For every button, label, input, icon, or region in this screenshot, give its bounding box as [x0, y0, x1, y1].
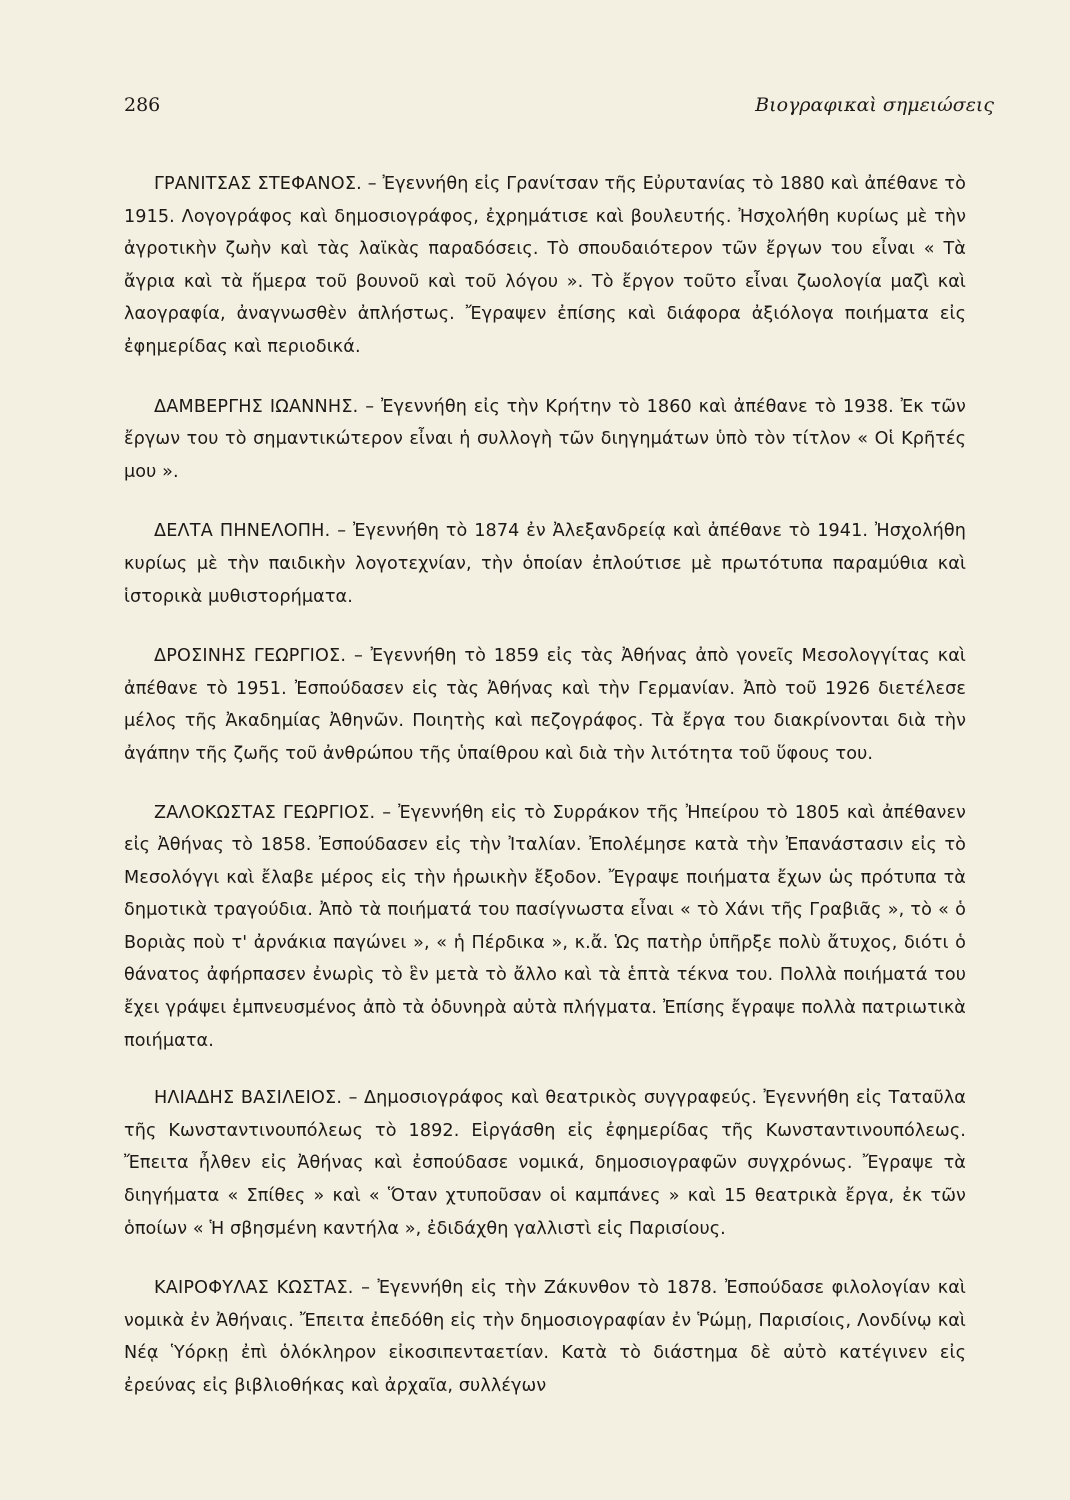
entry-name: ΓΡΑΝΙΤΣΑΣ ΣΤΕΦΑΝΟΣ. — [154, 174, 362, 194]
entry-granitsas — [124, 168, 966, 364]
entry-separator: – — [361, 1278, 370, 1299]
entry-name: ΚΑΙΡΟΦΥΛΑΣ ΚΩΣΤΑΣ. — [154, 1278, 354, 1299]
entry-name: ΗΛΙΑΔΗΣ ΒΑΣΙΛΕΙΟΣ. — [154, 1088, 343, 1109]
running-title: Βιογραφικαὶ σημειώσεις — [755, 94, 994, 116]
entry-zalokostas — [124, 797, 966, 1058]
entry-damvergis — [124, 391, 966, 489]
entry-text: Ἐγεννήθη εἰς τὸ Συρράκον τῆς Ἠπείρου τὸ 1805 καὶ ἀπέθανεν εἰς Ἀθήνας τὸ 1858. Ἐσπούδασεν εἰς τὴν Ἰταλίαν. Ἐπολέμησε κατὰ τὴν Ἐπανάστασιν εἰς τὸ Μεσολόγγι καὶ ἔλαβε μέρος εἰς τὴν ἡρωικὴν ἔξοδον. Ἔγραψε ποιήματα ἔχων ὡς πρότυπα τὰ δημοτικὰ τραγούδια. Ἀπὸ τὰ ποιήματά του πασίγνωστα εἶναι « τὸ Χάνι τῆς Γραβιᾶς », τὸ « ὁ Βοριὰς ποὺ τ' ἀρνάκια παγώνει », « ἡ Πέρδικα », κ.ἄ. Ὡς πατὴρ ὑπῆρξε πολὺ ἄτυχος, διότι ὁ θάνατος ἀφήρπασεν ἐνωρὶς τὸ ἓν μετὰ τὸ ἄλλο καὶ τὰ ἑπτὰ τέκνα του. Πολλὰ ποιήματά του ἔχει γράψει ἐμπνευσμένος ἀπὸ τὰ ὀδυνηρὰ αὐτὰ πλήγματα. Ἐπίσης ἔγραψε πολλὰ πατριωτικὰ ποιήματα. — [124, 802, 966, 1051]
entry-kairofylas — [124, 1272, 966, 1402]
entry-name: ΔΑΜΒΕΡΓΗΣ ΙΩΑΝΝΗΣ. — [154, 396, 359, 417]
entry-text: Ἐγεννήθη τὸ 1874 ἐν Ἀλεξανδρείᾳ καὶ ἀπέθανε τὸ 1941. Ἠσχολήθη κυρίως μὲ τὴν παιδικὴν λογοτεχνίαν, τὴν ὁποίαν ἐπλούτισε μὲ πρωτότυπα παραμύθια καὶ ἱστορικὰ μυθιστορήματα. — [124, 521, 966, 607]
entry-name: ΔΡΟΣΙΝΗΣ ΓΕΩΡΓΙΟΣ. — [154, 646, 347, 667]
entry-text: Δημοσιογράφος καὶ θεατρικὸς συγγραφεύς. Ἐγεννήθη εἰς Ταταῦλα τῆς Κωνσταντινουπόλεως τὸ 1892. Εἰργάσθη εἰς ἐφημερίδας τῆς Κωνσταντινουπόλεως. Ἔπειτα ἦλθεν εἰς Ἀθήνας καὶ ἐσπούδασε νομικά, δημοσιογραφῶν συγχρόνως. Ἔγραψε τὰ διηγήματα « Σπίθες » καὶ « Ὅταν χτυποῦσαν οἱ καμπάνες » καὶ 15 θεατρικὰ ἔργα, ἐκ τῶν ὁποίων « Ἡ σβησμένη καντήλα », ἐδιδάχθη γαλλιστὶ εἰς Παρισίους. — [124, 1088, 966, 1239]
biographical-entries — [124, 168, 966, 1430]
page-number: 286 — [124, 94, 161, 116]
entry-delta — [124, 515, 966, 613]
entry-text: Ἐγεννήθη εἰς τὴν Ζάκυνθον τὸ 1878. Ἐσπούδασε φιλολογίαν καὶ νομικὰ ἐν Ἀθήναις. Ἔπειτα ἐπεδόθη εἰς τὴν δημοσιογραφίαν ἐν Ῥώμῃ, Παρισίοις, Λονδίνῳ καὶ Νέᾳ Ὑόρκῃ ἐπὶ ὁλόκληρον εἰκοσιπενταετίαν. Κατὰ τὸ διάστημα δὲ αὐτὸ κατέγινεν εἰς ἐρεύνας εἰς βιβλιοθήκας καὶ ἀρχαῖα, συλλέγων — [124, 1278, 966, 1396]
entry-name: ΔΕΛΤΑ ΠΗΝΕΛΟΠΗ. — [154, 521, 331, 542]
entry-separator: – — [367, 174, 377, 194]
entry-name: ΖΑΛΟΚΩΣΤΑΣ ΓΕΩΡΓΙΟΣ. — [154, 802, 376, 823]
page-header — [124, 94, 994, 124]
entry-separator: – — [365, 396, 375, 417]
entry-text: Ἐγεννήθη τὸ 1859 εἰς τὰς Ἀθήνας ἀπὸ γονεῖς Μεσολογγίτας καὶ ἀπέθανε τὸ 1951. Ἐσπούδασεν εἰς τὰς Ἀθήνας καὶ τὴν Γερμανίαν. Ἀπὸ τοῦ 1926 διετέλεσε μέλος τῆς Ἀκαδημίας Ἀθηνῶν. Ποιητὴς καὶ πεζογράφος. Τὰ ἔργα του διακρίνονται διὰ τὴν ἀγάπην τῆς ζωῆς τοῦ ἀνθρώπου τῆς ὑπαίθρου καὶ διὰ τὴν λιτότητα τοῦ ὕφους του. — [124, 646, 966, 764]
entry-separator: – — [348, 1088, 358, 1109]
entry-separator: – — [382, 802, 392, 823]
entry-separator: – — [337, 521, 347, 542]
entry-drosinis — [124, 640, 966, 770]
entry-iliadis — [124, 1082, 966, 1245]
entry-text: Ἐγεννήθη εἰς τὴν Κρήτην τὸ 1860 καὶ ἀπέθανε τὸ 1938. Ἐκ τῶν ἔργων του τὸ σημαντικώτερον εἶναι ἡ συλλογὴ τῶν διηγημάτων ὑπὸ τὸν τίτλον « Οἱ Κρῆτές μου ». — [124, 396, 966, 482]
entry-text: Ἐγεννήθη εἰς Γρανίτσαν τῆς Εὐρυτανίας τὸ 1880 καὶ ἀπέθανε τὸ 1915. Λογογράφος καὶ δημοσιογράφος, ἐχρημάτισε καὶ βουλευτής. Ἠσχολήθη κυρίως μὲ τὴν ἀγροτικὴν ζωὴν καὶ τὰς λαϊκὰς παραδόσεις. Τὸ σπουδαιότερον τῶν ἔργων του εἶναι « Τὰ ἄγρια καὶ τὰ ἥμερα τοῦ βουνοῦ καὶ τοῦ λόγου ». Τὸ ἔργον τοῦτο εἶναι ζωολογία μαζὶ καὶ λαογραφία, ἀναγνωσθὲν ἀπλήστως. Ἔγραψεν ἐπίσης καὶ διάφορα ἀξιόλογα ποιήματα εἰς ἐφημερίδας καὶ περιοδικά. — [124, 174, 966, 357]
entry-separator: – — [353, 646, 363, 667]
